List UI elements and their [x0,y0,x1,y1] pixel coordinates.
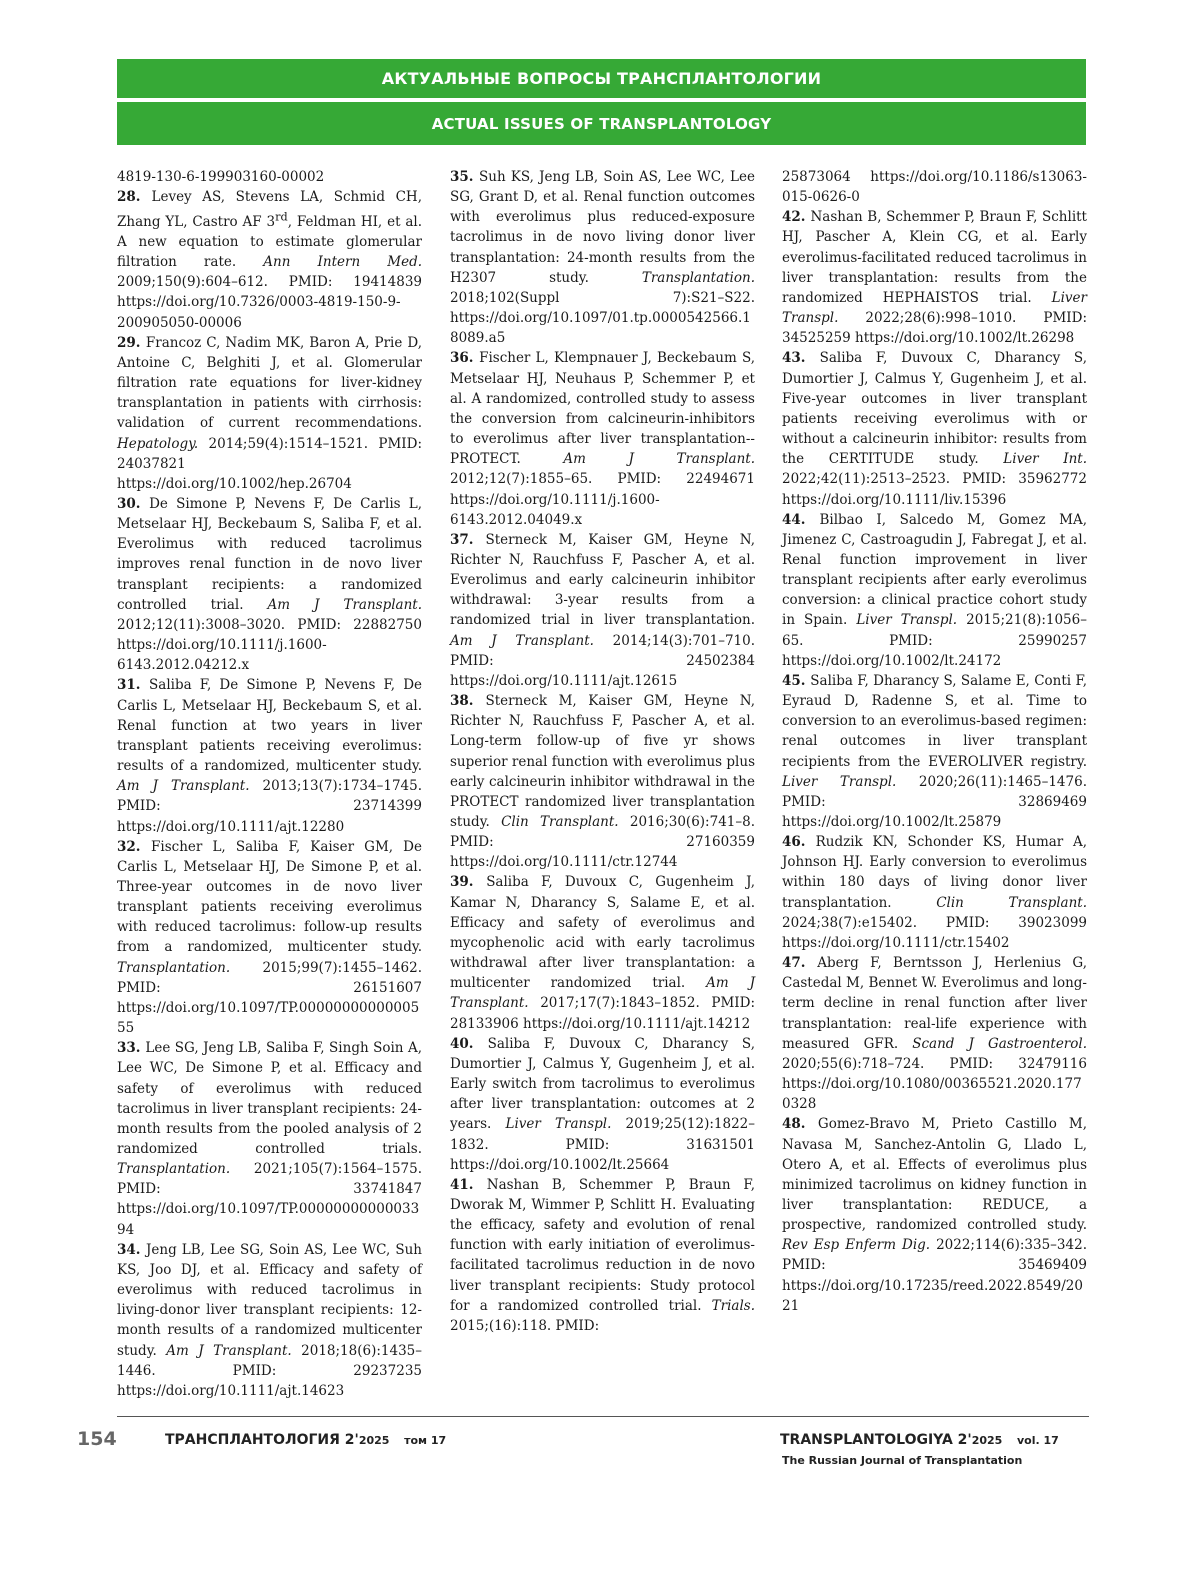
reference-number: 37. [450,531,486,548]
reference-entry [117,333,422,494]
reference-number: 29. [117,334,146,351]
reference-text: Suh KS, Jeng LB, Soin AS, Lee WC, Lee SG, Grant D, et al. Renal function outcomes with everolimus plus reduced-exposure tacrolimus in de novo living donor liver transplantation: 24-month results from the H2307 study. Transplantation. 2018;102(Suppl 7):S21–S22. https://doi.org/10.1097/01.tp.0000542566.18089.a5 [450,169,756,347]
reference-text: Bilbao I, Salcedo M, Gomez MA, Jimenez C, Castroagudin J, Fabregat J, et al. Renal function improvement in liver transplant recipients after early everolimus conversion: a clinical practice cohort study in Spain. Liver Transpl. 2015;21(8):1056–65. PMID: 25990257 https://doi.org/10.1002/lt.24172 [782,511,1088,669]
reference-number: 36. [450,350,480,367]
reference-entry [450,1034,755,1175]
reference-entry [450,348,755,529]
reference-text: Sterneck M, Kaiser GM, Heyne N, Richter N, Rauchfuss F, Pascher A, et al. Long-term follow-up of five yr shows superior renal function with everolimus plus early calcineurin inhibitor withdrawal in the PROTECT randomized liver transplantation study. Clin Transplant. 2016;30(6):741–8. PMID: 27160359 https://doi.org/10.1111/ctr.12744 [450,693,756,871]
section-banner-ru: АКТУАЛЬНЫЕ ВОПРОСЫ ТРАНСПЛАНТОЛОГИИ [117,59,1086,98]
references-column-1 [117,167,422,1401]
journal-volume-ru: том 17 [404,1434,447,1447]
reference-entry [782,1114,1087,1316]
reference-number: 38. [450,693,486,710]
reference-entry [782,167,1087,207]
journal-year-ru: 2025 [358,1434,390,1447]
reference-text: Rudzik KN, Schonder KS, Humar A, Johnson HJ. Early conversion to everolimus within 180 days of living donor liver transplantation. Clin Transplant. 2024;38(7):e15402. PMID: 39023099 https://doi.org/10.1111/ctr.15402 [782,834,1088,951]
reference-text: Nashan B, Schemmer P, Braun F, Dworak M, Wimmer P, Schlitt H. Evaluating the efficacy, safety and evolution of renal function with early initiation of everolimus-facilitated tacrolimus reduction in de novo liver transplant recipients: Study protocol for a randomized controlled trial. Trials. 2015;(16):118. PMID: [450,1176,755,1334]
reference-entry [450,1175,755,1336]
reference-text: Lee SG, Jeng LB, Saliba F, Singh Soin A, Lee WC, De Simone P, et al. Efficacy and safety of everolimus with reduced tacrolimus in liver transplant recipients: 24-month results from the pooled analysis of 2 randomized controlled trials. Transplantation. 2021;105(7):1564–1575. PMID: 33741847 https://doi.org/10.1097/TP.0000000000003394 [117,1040,423,1238]
reference-number: 31. [117,677,150,694]
reference-number: 28. [117,189,152,206]
reference-entry [117,1038,422,1240]
reference-number: 40. [450,1035,488,1052]
reference-entry [450,167,755,348]
reference-entry [117,494,422,675]
reference-number: 35. [450,169,480,185]
journal-name-en: TRANSPLANTOLOGIYA 2' [780,1432,972,1448]
reference-text: 25873064 https://doi.org/10.1186/s13063-015-0626-0 [782,169,1087,206]
reference-entry [782,832,1087,953]
reference-text: Saliba F, Duvoux C, Gugenheim J, Kamar N, Dharancy S, Salame E, et al. Efficacy and safety of everolimus and mycophenolic acid with early tacrolimus withdrawal after liver transplantation: a multicenter randomized trial. Am J Transplant. 2017;17(7):1843–1852. PMID: 28133906 https://doi.org/10.1111/ajt.14212 [450,874,756,1032]
reference-text: Saliba F, Duvoux C, Dharancy S, Dumortier J, Calmus Y, Gugenheim J, et al. Early switch from tacrolimus to everolimus after liver transplantation: outcomes at 2 years. Liver Transpl. 2019;25(12):1822–1832. PMID: 31631501 https://doi.org/10.1002/lt.25664 [450,1035,755,1173]
reference-text: Fischer L, Saliba F, Kaiser GM, De Carlis L, Metselaar HJ, De Simone P, et al. Three-year outcomes in de novo liver transplant patients receiving everolimus with reduced tacrolimus: follow-up results from a randomized, multicenter study. Transplantation. 2015;99(7):1455–1462. PMID: 26151607 https://doi.org/10.1097/TP.0000000000000555 [117,838,422,1037]
reference-number: 43. [782,350,820,367]
reference-number: 39. [450,874,487,891]
reference-entry [450,872,755,1033]
reference-number: 33. [117,1040,146,1057]
reference-entry [782,207,1087,348]
journal-volume-en: vol. 17 [1016,1434,1059,1447]
references-column-2 [450,167,755,1336]
journal-title-ru [165,1432,446,1448]
reference-number: 32. [117,838,152,855]
reference-number: 47. [782,955,818,972]
reference-text: Nashan B, Schemmer P, Braun F, Schlitt HJ, Pascher A, Klein CG, et al. Early everolimus-facilitated reduced tacrolimus in liver transplantation: results from the randomized HEPHAISTOS trial. Liver Transpl. 2022;28(6):998–1010. PMID: 34525259 https://doi.org/10.1002/lt.26298 [782,209,1087,347]
reference-entry [450,530,755,691]
reference-number: 42. [782,209,811,226]
reference-entry [782,510,1087,671]
reference-text: 4819-130-6-199903160-00002 [117,169,325,185]
journal-title-en [780,1432,1059,1448]
reference-text: Saliba F, De Simone P, Nevens F, De Carlis L, Metselaar HJ, Beckebaum S, et al. Renal function at two years in liver transplant patients receiving everolimus: results of a randomized, multicenter study. Am J Transplant. 2013;13(7):1734–1745. PMID: 23714399 https://doi.org/10.1111/ajt.12280 [117,677,423,835]
reference-entry [117,675,422,836]
reference-entry [117,1240,422,1401]
reference-entry [117,167,422,187]
reference-text: Levey AS, Stevens LA, Schmid CH, Zhang YL, Castro AF 3rd, Feldman HI, et al. A new equation to estimate glomerular filtration rate. Ann Intern Med. 2009;150(9):604–612. PMID: 19414839 https://doi.org/10.7326/0003-4819-150-9-200905050-00006 [117,189,423,331]
footer-divider [117,1416,1089,1417]
reference-text: Gomez-Bravo M, Prieto Castillo M, Navasa M, Sanchez-Antolin G, Llado L, Otero A, et al. Effects of everolimus plus minimized tacrolimus on kidney function in liver transplantation: REDUCE, a prospective, randomized controlled study. Rev Esp Enferm Dig. 2022;114(6):335–342. PMID: 35469409 https://doi.org/10.17235/reed.2022.8549/2021 [782,1116,1088,1314]
reference-entry [782,348,1087,509]
reference-text: Jeng LB, Lee SG, Soin AS, Lee WC, Suh KS, Joo DJ, et al. Efficacy and safety of everolimus with reduced tacrolimus in living-donor liver transplant recipients: 12-month results of a randomized multicenter study. Am J Transplant. 2018;18(6):1435–1446. PMID: 29237235 https://doi.org/10.1111/ajt.14623 [117,1241,423,1399]
reference-entry [117,837,422,1039]
reference-number: 46. [782,834,816,851]
reference-text: De Simone P, Nevens F, De Carlis L, Metselaar HJ, Beckebaum S, Saliba F, et al. Everolimus with reduced tacrolimus improves renal function in de novo liver transplant recipients: a randomized controlled trial. Am J Transplant. 2012;12(11):3008–3020. PMID: 22882750 https://doi.org/10.1111/j.1600-6143.2012.04212.x [117,496,423,674]
references-column-3 [782,167,1087,1316]
reference-number: 45. [782,672,811,689]
journal-year-en: 2025 [971,1434,1003,1447]
reference-entry [450,691,755,872]
reference-text: Saliba F, Duvoux C, Dharancy S, Dumortier J, Calmus Y, Gugenheim J, et al. Five-year outcomes in liver transplant patients receiving everolimus with or without a calcineurin inhibitor: results from the CERTITUDE study. Liver Int. 2022;42(11):2513–2523. PMID: 35962772 https://doi.org/10.1111/liv.15396 [782,350,1087,508]
reference-entry [782,953,1087,1114]
reference-text: Fischer L, Klempnauer J, Beckebaum S, Metselaar HJ, Neuhaus P, Schemmer P, et al. A randomized, controlled study to assess the conversion from calcineurin-inhibitors to everolimus after liver transplantation--PROTECT. Am J Transplant. 2012;12(7):1855–65. PMID: 22494671 https://doi.org/10.1111/j.1600-6143.2012.04049.x [450,350,756,528]
reference-number: 48. [782,1116,818,1133]
page-number: 154 [77,1428,117,1450]
reference-number: 44. [782,511,820,528]
reference-entry [782,671,1087,832]
journal-name-ru: ТРАНСПЛАНТОЛОГИЯ 2' [165,1432,359,1448]
reference-text: Saliba F, Dharancy S, Salame E, Conti F, Eyraud D, Radenne S, et al. Time to conversion to an everolimus-based regimen: renal outcomes in liver transplant recipients from the EVEROLIVER registry. Liver Transpl. 2020;26(11):1465–1476. PMID: 32869469 https://doi.org/10.1002/lt.25879 [782,672,1088,830]
reference-number: 30. [117,496,150,512]
section-banner-en: ACTUAL ISSUES OF TRANSPLANTOLOGY [117,102,1086,145]
reference-entry [117,187,422,333]
reference-text: Sterneck M, Kaiser GM, Heyne N, Richter N, Rauchfuss F, Pascher A, et al. Everolimus and early calcineurin inhibitor withdrawal: 3-year results from a randomized trial in liver transplantation. Am J Transplant. 2014;14(3):701–710. PMID: 24502384 https://doi.org/10.1111/ajt.12615 [450,531,756,689]
reference-number: 34. [117,1241,146,1258]
reference-text: Francoz C, Nadim MK, Baron A, Prie D, Antoine C, Belghiti J, et al. Glomerular filtration rate equations for liver-kidney transplantation in patients with cirrhosis: validation of current recommendations. Hepatology. 2014;59(4):1514–1521. PMID: 24037821 https://doi.org/10.1002/hep.26704 [117,334,422,492]
journal-subtitle-en: The Russian Journal of Transplantation [782,1454,1023,1467]
reference-text: Aberg F, Berntsson J, Herlenius G, Castedal M, Bennet W. Everolimus and long-term decline in renal function after liver transplantation: real-life experience with measured GFR. Scand J Gastroenterol. 2020;55(6):718–724. PMID: 32479116 https://doi.org/10.1080/00365521.2020.1770328 [782,955,1088,1113]
reference-number: 41. [450,1176,487,1193]
